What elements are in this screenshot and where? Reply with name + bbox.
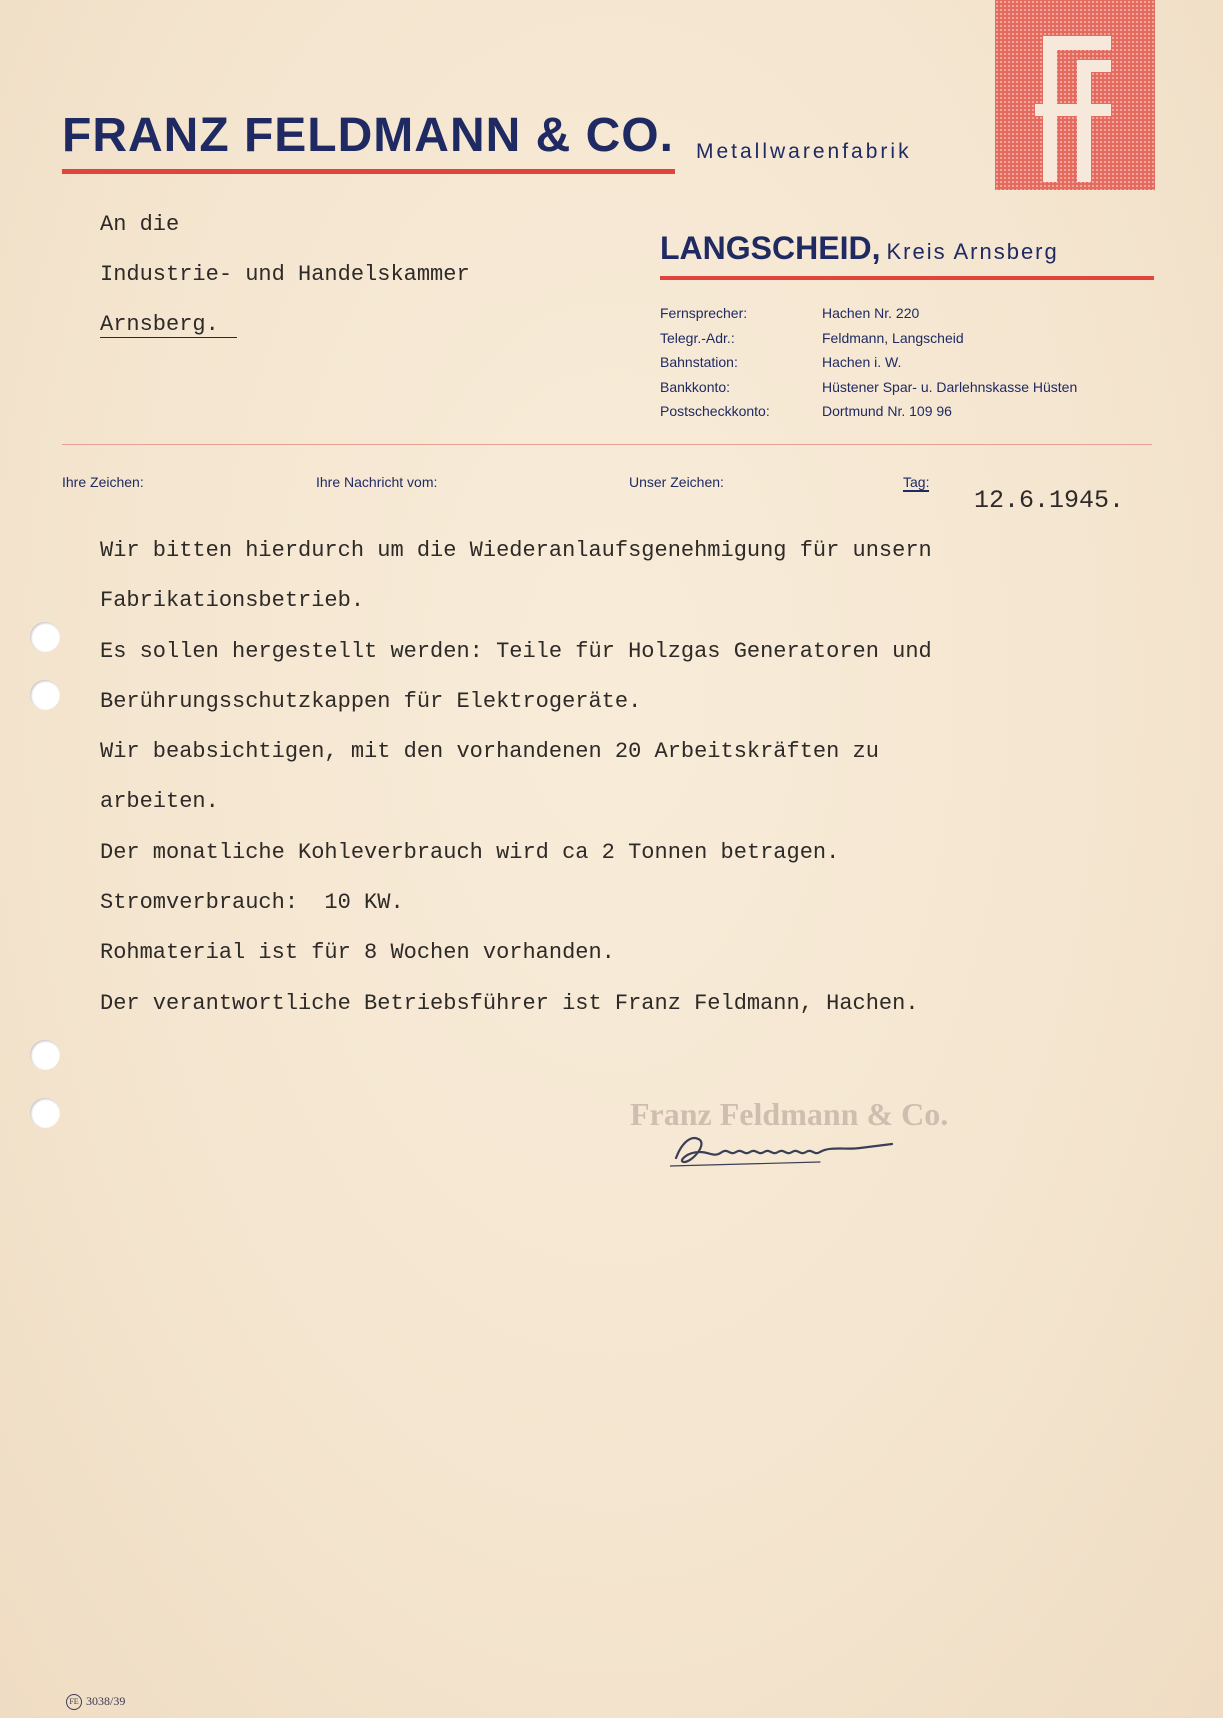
body-line: Der monatliche Kohleverbrauch wird ca 2 Tonnen betragen. — [100, 839, 840, 865]
info-row-station — [660, 354, 1180, 379]
district-name: Kreis Arnsberg — [886, 239, 1059, 264]
info-value: Hachen Nr. 220 — [822, 305, 920, 321]
body-line: Fabrikationsbetrieb. — [100, 588, 365, 614]
info-value: Hachen i. W. — [822, 354, 902, 370]
body-line: Der verantwortliche Betriebsführer ist Franz Feldmann, Hachen. — [100, 990, 919, 1016]
info-row-phone — [660, 305, 1180, 330]
ref-tag-label: Tag: — [903, 474, 930, 490]
ff-logo-icon — [995, 0, 1155, 190]
recipient-city: Arnsberg. — [100, 312, 237, 338]
info-value: Dortmund Nr. 109 96 — [822, 403, 952, 419]
body-line: arbeiten. — [100, 789, 219, 815]
company-underline — [62, 169, 675, 174]
info-row-bank — [660, 379, 1180, 404]
company-stamp: Franz Feldmann & Co. — [630, 1096, 949, 1132]
info-value: Feldmann, Langscheid — [822, 329, 964, 346]
recipient-line: Industrie- und Handelskammer — [100, 262, 470, 287]
recipient-line: An die — [100, 212, 180, 237]
body-line: Stromverbrauch: 10 KW. — [100, 890, 404, 916]
info-value: Hüstener Spar- u. Darlehnskasse Hüsten — [822, 378, 1078, 395]
city-line — [660, 230, 1059, 267]
company-logo — [995, 0, 1155, 190]
body-line: Es sollen hergestellt werden: Teile für Holzgas Generatoren und — [100, 638, 932, 664]
company-name: FRANZ FELDMANN & CO. — [62, 109, 674, 162]
letter-body — [100, 536, 932, 1039]
letter-date: 12.6.1945. — [974, 486, 1125, 515]
info-label: Telegr.-Adr.: — [660, 329, 735, 346]
punch-hole — [30, 680, 60, 710]
ref-unser-zeichen: Unser Zeichen: — [629, 474, 724, 490]
header-divider — [62, 444, 1152, 445]
info-row-telegram — [660, 330, 1180, 355]
punch-hole — [30, 1098, 60, 1128]
punch-hole — [30, 622, 60, 652]
city-underline — [660, 276, 1154, 280]
punch-hole — [30, 1040, 60, 1070]
print-code: 3038/39 — [86, 1694, 126, 1708]
ref-tag — [903, 474, 929, 490]
ref-ihre-zeichen: Ihre Zeichen: — [62, 474, 144, 490]
printer-logo-icon: FE — [66, 1694, 82, 1710]
company-tagline: Metallwarenfabrik — [696, 140, 912, 163]
body-line: Wir beabsichtigen, mit den vorhandenen 20 Arbeitskräften zu — [100, 739, 879, 765]
body-line: Rohmaterial ist für 8 Wochen vorhanden. — [100, 940, 615, 966]
info-row-postcheck — [660, 403, 1180, 428]
recipient-line — [100, 312, 470, 362]
handwritten-signature — [670, 1122, 900, 1172]
info-label: Postscheckkonto: — [660, 403, 770, 419]
city-name: LANGSCHEID, — [660, 230, 881, 266]
recipient-address — [100, 212, 470, 362]
print-mark — [66, 1694, 125, 1710]
info-label: Fernsprecher: — [660, 305, 748, 321]
body-line: Wir bitten hierdurch um die Wiederanlaufsgenehmigung für unsern — [100, 538, 932, 563]
ref-ihre-nachricht: Ihre Nachricht vom: — [316, 474, 438, 490]
info-label: Bahnstation: — [660, 354, 738, 370]
contact-info — [660, 305, 1180, 428]
info-label: Bankkonto: — [660, 378, 731, 395]
body-line: Berührungsschutzkappen für Elektrogeräte. — [100, 688, 642, 714]
